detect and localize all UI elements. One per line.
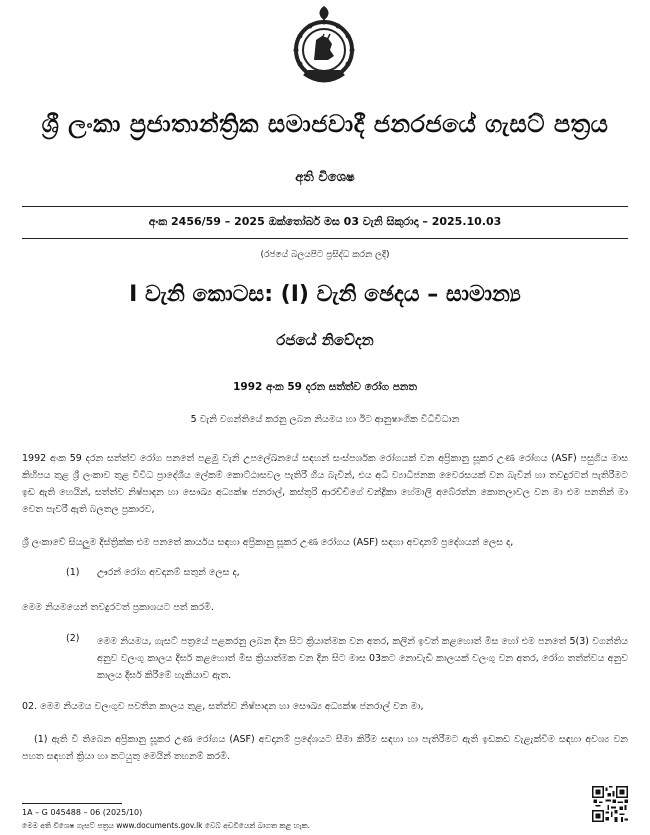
publication-authority: (රජයේ බලයපිට ප්‍රසිද්ධ කරන ලදී) [260, 250, 390, 260]
state-emblem-icon [290, 4, 358, 88]
paragraph-intro: 1992 අංක 59 දරන සත්ත්ව රෝග පනතේ පළමු වැනි උපලේඛනයේ සඳහන් සංස්පර්ශක රෝගයක් වන අප්‍රිකානු සූකර උණ රෝගය (ASF) පසුගිය මාස කිහිපය තුළ ශ්‍රී ලංකාව තුළ විවිධ ප්‍රාදේශීය ලේකම් කොට්ඨාසවල පැතිරී ගිය බැවින්, එය අධි ව්‍යාධිජනක වෛරසයක් වන බැවින් හා තවදුරටත් පැතිරීමට ඉඩ ඇති හෙයින්, සත්ත්ව නිෂ්පාදන හා සෞඛ්‍ය අධ්‍යක්ෂ ජනරාල්, කස්තූරි ආරච්චිගේ චන්ද්‍රිකා හේමාලි අබේරත්න කොතලාවල වන මා එම පනතින් මා වෙත පැවරී ඇති බලතල ප්‍රකාරව, [22, 453, 628, 515]
header-rule-bottom [22, 238, 628, 239]
website-note: මෙම අති විශෙෂ ගැසට් පත්‍රය www.documents.gov.lk වෙබ් අඩවියෙන් බාගත කළ හැක. [22, 821, 311, 830]
header-rule-top [22, 206, 628, 207]
section-heading: රජයේ නිවේදන [276, 331, 374, 349]
print-code: 1A – G 045488 – 06 (2025/10) [22, 808, 143, 817]
item-1-number: (1) [66, 567, 80, 578]
gazette-title: ශ්‍රී ලංකා ප්‍රජාතාන්ත්‍රික සමාජවාදී ජනරජයේ ගැසට් පත්‍රය [41, 110, 609, 138]
regulation-title: 5 වැනි වගන්තියේ කරනු ලබන නියමය හා ඊට ආනුෂාංගික විධිවිධාන [190, 414, 460, 425]
item-2-number: (2) [66, 633, 80, 644]
issue-line: අංක 2456/59 – 2025 ඔක්තෝබර් මස 03 වැනි සිකුරාදා – 2025.10.03 [148, 215, 502, 228]
paragraph-risk-areas: ශ්‍රී ලංකාවේ සියලුම දිස්ත්‍රික්ක එම පනතේ කාර්යය සඳහා අප්‍රිකානු සූකර උණ රෝගය (ASF) සඳහා අවදානම් ප්‍රදේශයන් ලෙස ද, [22, 537, 514, 548]
paragraph-02: 02. මෙම නියමය වලංගුව පවතින කාලය තුළ, සත්ත්ව නිෂ්පාදන හා සෞඛ්‍ය අධ්‍යක්ෂ ජනරාල් වන මා, [22, 701, 424, 712]
extraordinary-label: අති විශෙෂ [295, 170, 355, 185]
item-1-text: ඌරන් රෝග අවදානම් සතුන් ලෙස ද, [97, 567, 240, 578]
paragraph-prohibition: (1) ඇති වී තිබෙන අප්‍රිකානු සූකර උණ රෝගය (ASF) අවදානම් ප්‍රදේශයට සීමා කිරීම සඳහා හා පැතිරීමට ඇති ඉඩකඩ වැළැක්වීම සඳහා අවශ්‍ය වන පහත සඳහන් ක්‍රියා හා කටයුතු මෙයින් තහනම් කරමි. [22, 734, 628, 762]
footer-rule [22, 803, 122, 804]
qr-code-icon [592, 786, 628, 822]
item-2-text: මෙම නියමය, ගැසට් පත්‍රයේ පළකරනු ලබන දින සිට ක්‍රියාත්මක වන අතර, කලින් ඉවත් කළහොත් මිස හෝ එම පනතේ 5(3) වගන්තිය අනුව වලංගු කාලය දීර්ඝ කළහොත් මිස ක්‍රියාත්මක වන දින සිට මාස 03කට නොවැඩි කාලයක් වලංගු වන අතර, රෝග තත්ත්වය අනුව කාලය දීර්ඝ කිරීමේ හැකියාව ඇත. [97, 636, 628, 681]
paragraph-declaration: මෙම නියමයෙන් තවදුරටත් ප්‍රකාශයට පත් කරමි. [22, 602, 214, 613]
act-title: 1992 අංක 59 දරන සත්ත්ව රෝග පනත [233, 381, 417, 393]
part-heading: I වැනි කොටස: (I) වැනි ඡෙදය – සාමාන්‍ය [129, 282, 521, 307]
